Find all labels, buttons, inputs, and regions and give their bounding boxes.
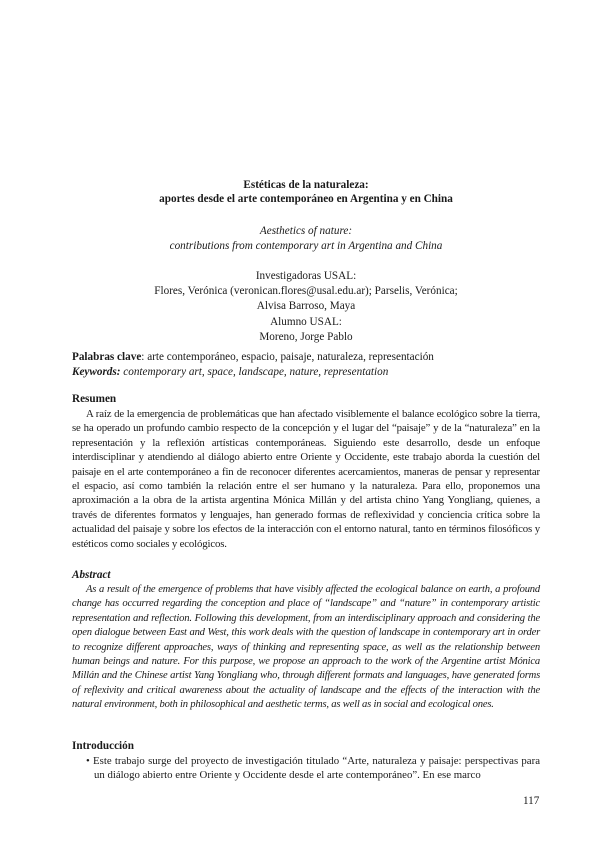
keywords-es-label: Palabras clave	[72, 351, 142, 363]
authors-line2: Flores, Verónica (veronican.flores@usal.edu.ar); Parselis, Verónica;	[154, 285, 458, 298]
resumen-paragraph: A raíz de la emergencia de problemáticas que han afectado visiblemente el balance ecológico sobre la tierra, se ha operado un profundo cambio respecto de la concepción y el lugar del “paisaje” y de la “naturaleza” en la representación y la reflexión artísticas contemporáneas. Siguiendo este desarrollo, desde un enfoque interdisciplinar y atendiendo al diálogo abierto entre Oriente y Occidente, este trabajo aborda la cuestión del paisaje en el arte contemporáneo a fin de reconocer diferentes acercamientos, maneras de pensar y representar el espacio, así como también la relación entre el ser humano y la naturaleza. Para ello, proponemos una aproximación a la obra de la artista argentina Mónica Millán y del artista chino Yang Yongliang, quienes, a través de diferentes formatos y lenguajes, han generado formas de reflexividad y conciencia crítica sobre la actualidad del paisaje y sobre los efectos de la interacción con el entorno natural, tanto en términos filosóficos y estéticos como sociales y ecológicos.	[72, 408, 540, 550]
authors-line3: Alvisa Barroso, Maya	[256, 300, 356, 313]
intro-body	[72, 754, 540, 783]
title-english	[72, 224, 540, 254]
authors-line1: Investigadoras USAL:	[255, 270, 357, 282]
title-es-line2: aportes desde el arte contemporáneo en Argentina y en China	[159, 193, 453, 205]
authors-line5: Moreno, Jorge Pablo	[259, 330, 353, 343]
title-spanish	[72, 178, 540, 206]
intro-bullet-item: • Este trabajo surge del proyecto de investigación titulado “Arte, naturaleza y paisaje: perspectivas para un diálogo abierto entre Oriente y Occidente desde el arte contemporáneo”. En ese marco	[86, 755, 540, 782]
authors-block	[72, 269, 540, 345]
title-en-line2: contributions from contemporary art in Argentina and China	[169, 240, 443, 252]
abstract-heading: Abstract	[72, 569, 111, 581]
keywords-es-values: : arte contemporáneo, espacio, paisaje, naturaleza, representación	[141, 351, 434, 363]
resumen-heading: Resumen	[72, 393, 117, 405]
page-number: 117	[523, 795, 540, 807]
authors-line4: Alumno USAL:	[270, 315, 342, 328]
title-es-line1: Estéticas de la naturaleza:	[243, 179, 369, 191]
abstract-paragraph: As a result of the emergence of problems that have visibly affected the ecological balance on earth, a profound change has occurred regarding the conception and place of “landscape” and “nature” in contemporary artistic representation and reflection. Following this development, from an interdisciplinary approach and considering the open dialogue between East and West, this work deals with the question of landscape in contemporary art in order to recognize different approaches, ways of thinking and representing space, as well as the relationship between human beings and nature. For this purpose, we propose an approach to the work of the Argentine artist Mónica Millán and the Chinese artist Yang Yongliang who, through different formats and languages, have generated forms of reflexivity and critical awareness about the actuality of landscape and the effects of the interaction with the natural environment, both in philosophical and aesthetic terms, as well as in social and ecological ones.	[72, 584, 540, 711]
keywords-es	[72, 350, 540, 365]
keywords-en-values: contemporary art, space, landscape, nature, representation	[120, 365, 389, 378]
keywords-block	[72, 350, 540, 379]
title-en-line1: Aesthetics of nature:	[259, 225, 353, 237]
keywords-en-label: Keywords:	[72, 365, 121, 378]
keywords-en	[72, 365, 540, 380]
intro-heading: Introducción	[72, 740, 134, 752]
